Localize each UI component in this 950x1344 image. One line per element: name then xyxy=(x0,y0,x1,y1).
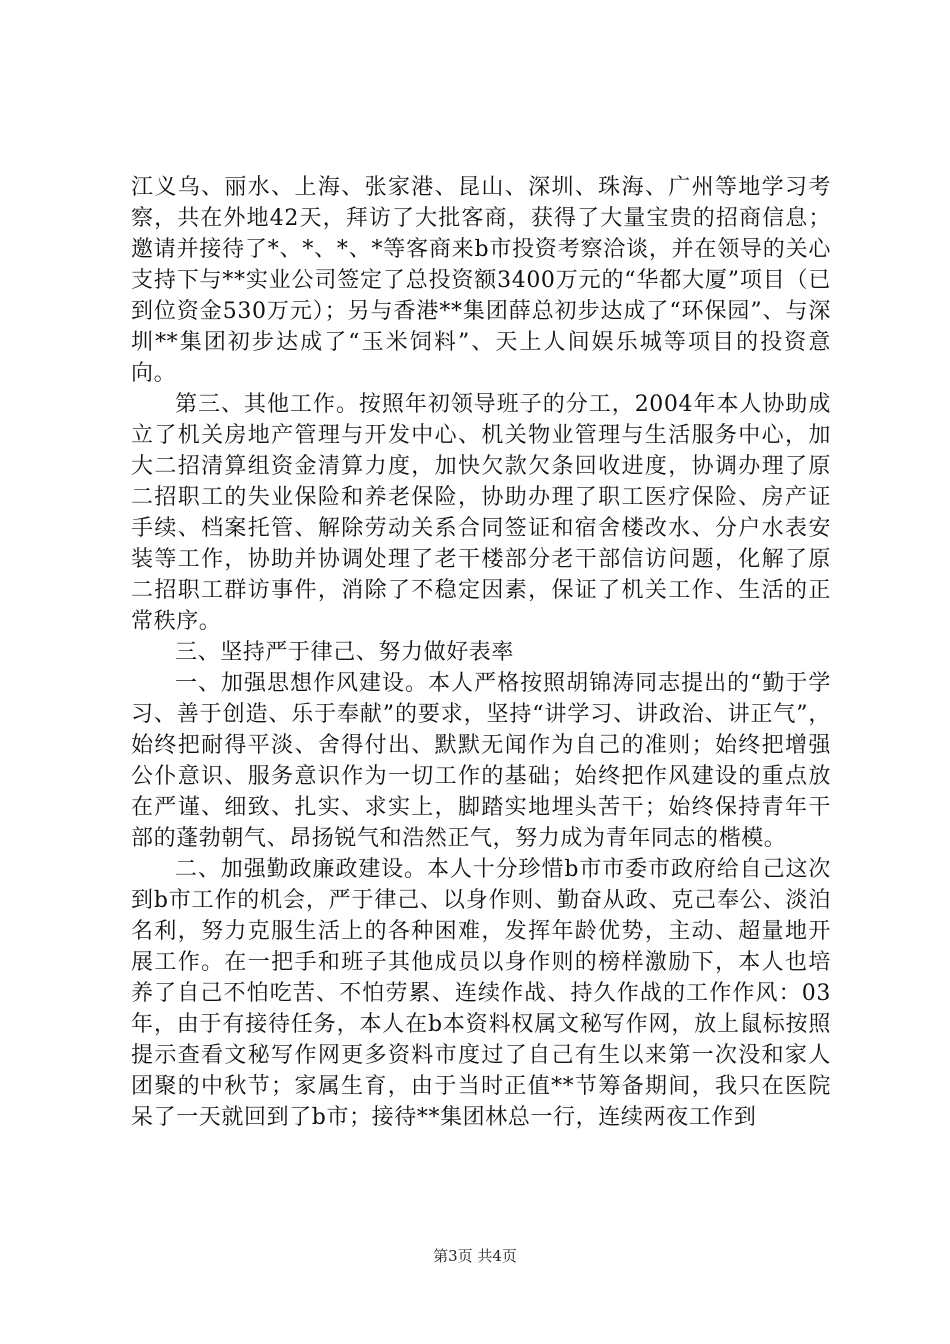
section-heading-self-discipline: 三、坚持严于律己、努力做好表率 xyxy=(175,640,515,665)
paragraph-continuation: 江义乌、丽水、上海、张家港、昆山、深圳、珠海、广州等地学习考察，共在外地42天，拜访了大批客商，获得了大量宝贵的招商信息；邀请并接待了*、*、*、*等客商来b市投资考察洽谈，并在领导的关心支持下与**实业公司签定了总投资额3400万元的“华都大厦”项目（已到位资金530万元）；另与香港**集团薛总初步达成了“环保园”、与深圳**集团初步达成了“玉米饲料”、天上人间娱乐城等项目的投资意向。 xyxy=(131,175,831,386)
paragraph-diligent-governance: 二、加强勤政廉政建设。本人十分珍惜b市市委市政府给自己这次到b市工作的机会，严于律己、以身作则、勤奋从政、克己奉公、淡泊名利，努力克服生活上的各种困难，发挥年龄优势，主动、超量地开展工作。在一把手和班子其他成员以身作则的榜样激励下，本人也培养了自己不怕吃苦、不怕劳累、连续作战、持久作战的工作作风：03年，由于有接待任务，本人在b本资料权属文秘写作网，放上鼠标按照提示查看文秘写作网更多资料市度过了自己有生以来第一次没和家人团聚的中秋节；家属生育，由于当时正值**节筹备期间，我只在医院呆了一天就回到了b市；接待**集团林总一行，连续两夜工作到 xyxy=(131,857,831,1130)
document-body xyxy=(131,172,831,1133)
paragraph-other-work: 第三、其他工作。按照年初领导班子的分工，2004年本人协助成立了机关房地产管理与开发中心、机关物业管理与生活服务中心，加大二招清算组资金清算力度，加快欠款欠条回收进度，协调办理了原二招职工的失业保险和养老保险，协助办理了职工医疗保险、房产证手续、档案托管、解除劳动关系合同签证和宿舍楼改水、分户水表安装等工作，协助并协调处理了老干楼部分老干部信访问题，化解了原二招职工群访事件，消除了不稳定因素，保证了机关工作、生活的正常秩序。 xyxy=(131,392,831,634)
paragraph-ideological-style: 一、加强思想作风建设。本人严格按照胡锦涛同志提出的“勤于学习、善于创造、乐于奉献”的要求，坚持“讲学习、讲政治、讲正气”，始终把耐得平淡、舍得付出、默默无闻作为自己的准则；始终把增强公仆意识、服务意识作为一切工作的基础；始终把作风建设的重点放在严谨、细致、扎实、求实上，脚踏实地埋头苦干；始终保持青年干部的蓬勃朝气、昂扬锐气和浩然正气，努力成为青年同志的楷模。 xyxy=(131,671,831,851)
page-footer: 第3页 共4页 xyxy=(433,1247,517,1265)
